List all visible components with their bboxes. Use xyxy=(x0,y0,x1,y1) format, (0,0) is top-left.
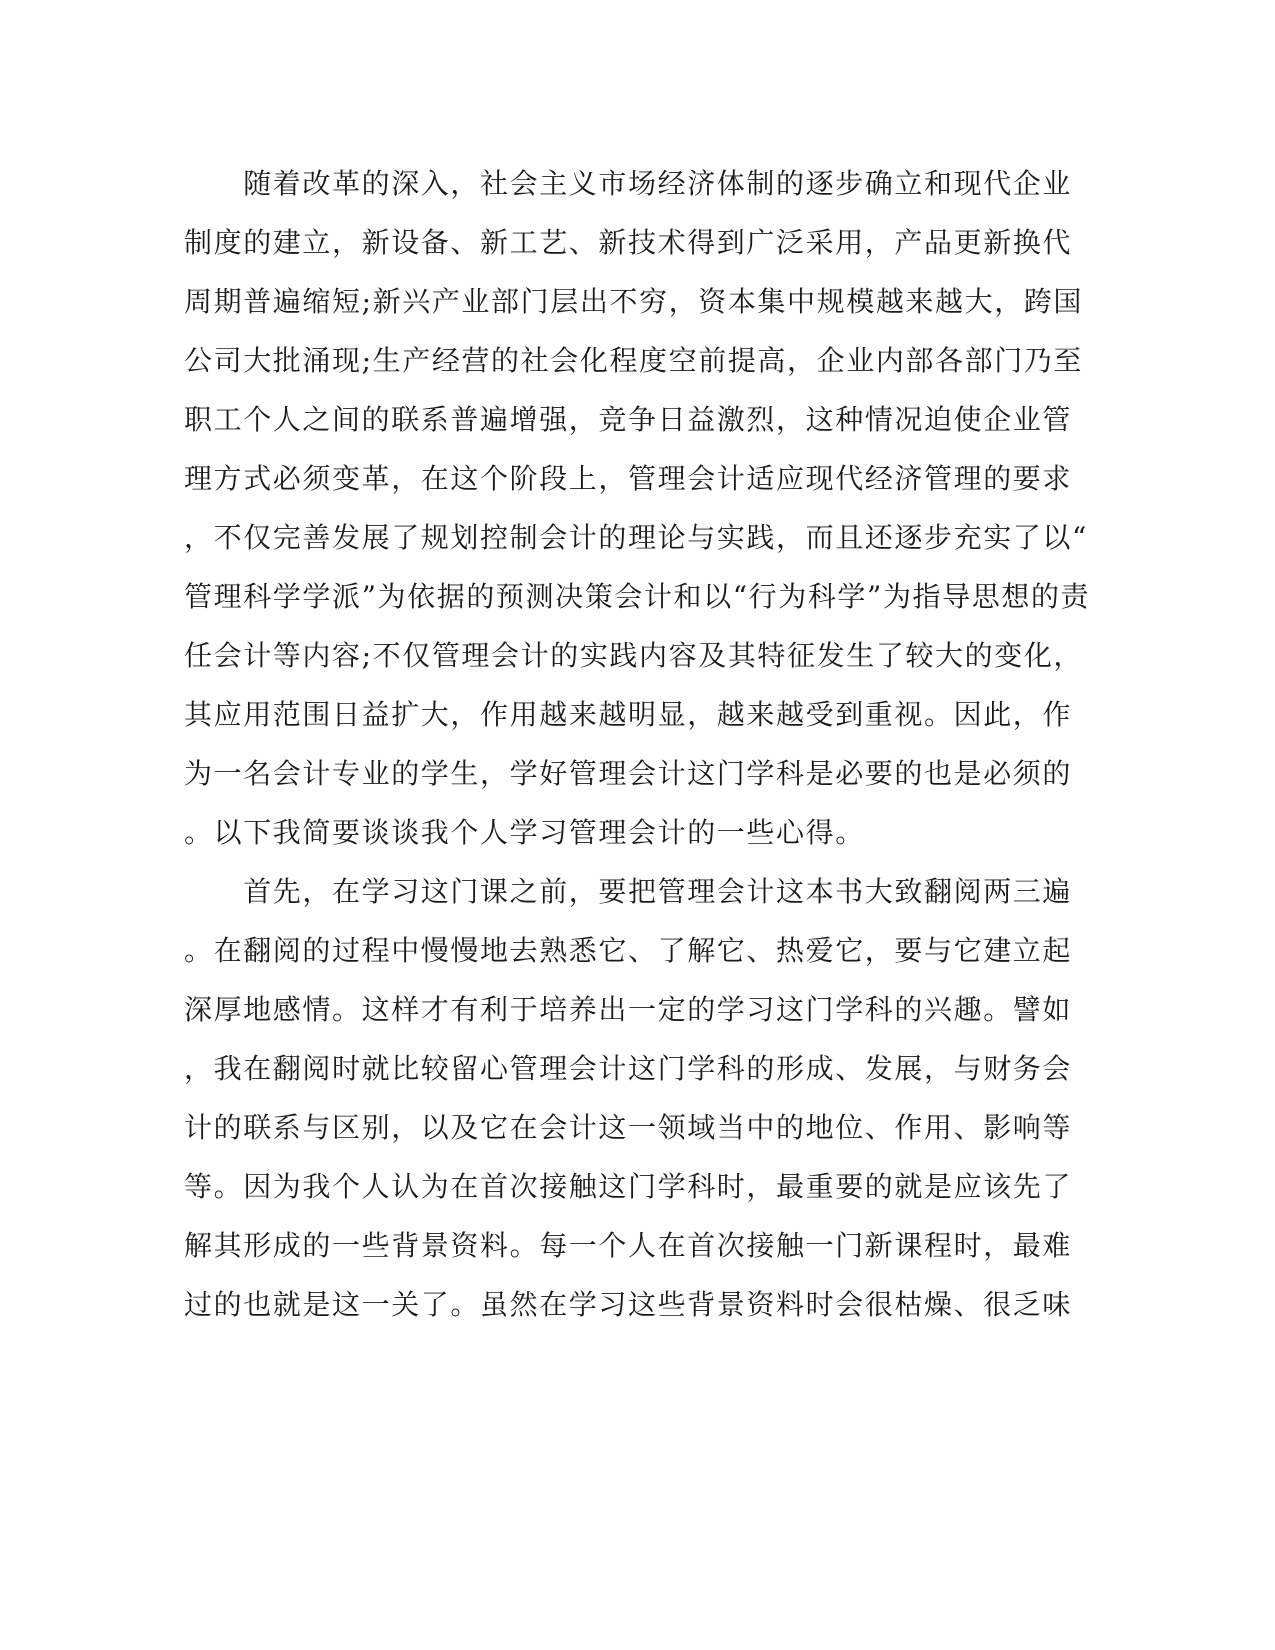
text-line: 管理科学学派”为依据的预测决策会计和以“行为科学”为指导思想的责 xyxy=(184,580,1091,613)
text-line: ，我在翻阅时就比较留心管理会计这门学科的形成、发展，与财务会 xyxy=(184,1052,1073,1085)
text-line: 深厚地感情。这样才有利于培养出一定的学习这门学科的兴趣。譬如 xyxy=(184,993,1073,1026)
text-line: 等。因为我个人认为在首次接触这门学科时，最重要的就是应该先了 xyxy=(184,1170,1073,1203)
text-line: 。在翻阅的过程中慢慢地去熟悉它、了解它、热爱它，要与它建立起 xyxy=(184,934,1073,967)
text-line: 解其形成的一些背景资料。每一个人在首次接触一门新课程时，最难 xyxy=(184,1229,1073,1262)
text-line: 首先，在学习这门课之前，要把管理会计这本书大致翻阅两三遍 xyxy=(184,875,1073,908)
document-body xyxy=(184,164,1091,1344)
text-line: 计的联系与区别，以及它在会计这一领域当中的地位、作用、影响等 xyxy=(184,1111,1073,1144)
text-line: 职工个人之间的联系普遍增强，竞争日益激烈，这种情况迫使企业管 xyxy=(184,403,1073,436)
text-line: 任会计等内容;不仅管理会计的实践内容及其特征发生了较大的变化， xyxy=(184,639,1084,672)
text-line: 制度的建立，新设备、新工艺、新技术得到广泛采用，产品更新换代 xyxy=(184,226,1073,259)
paragraph-1 xyxy=(184,164,1091,872)
text-line: 理方式必须变革，在这个阶段上，管理会计适应现代经济管理的要求 xyxy=(184,462,1073,495)
text-line: ，不仅完善发展了规划控制会计的理论与实践，而且还逐步充实了以“ xyxy=(184,521,1088,554)
paragraph-2 xyxy=(184,872,1073,1344)
text-line: 。以下我简要谈谈我个人学习管理会计的一些心得。 xyxy=(184,816,865,849)
text-line: 为一名会计专业的学生，学好管理会计这门学科是必要的也是必须的 xyxy=(184,757,1073,790)
text-line: 周期普遍缩短;新兴产业部门层出不穷，资本集中规模越来越大，跨国 xyxy=(184,285,1084,318)
text-line: 其应用范围日益扩大，作用越来越明显，越来越受到重视。因此，作 xyxy=(184,698,1073,731)
text-line: 公司大批涌现;生产经营的社会化程度空前提高，企业内部各部门乃至 xyxy=(184,344,1084,377)
text-line: 过的也就是这一关了。虽然在学习这些背景资料时会很枯燥、很乏味 xyxy=(184,1288,1073,1321)
text-line: 随着改革的深入，社会主义市场经济体制的逐步确立和现代企业 xyxy=(184,167,1073,200)
